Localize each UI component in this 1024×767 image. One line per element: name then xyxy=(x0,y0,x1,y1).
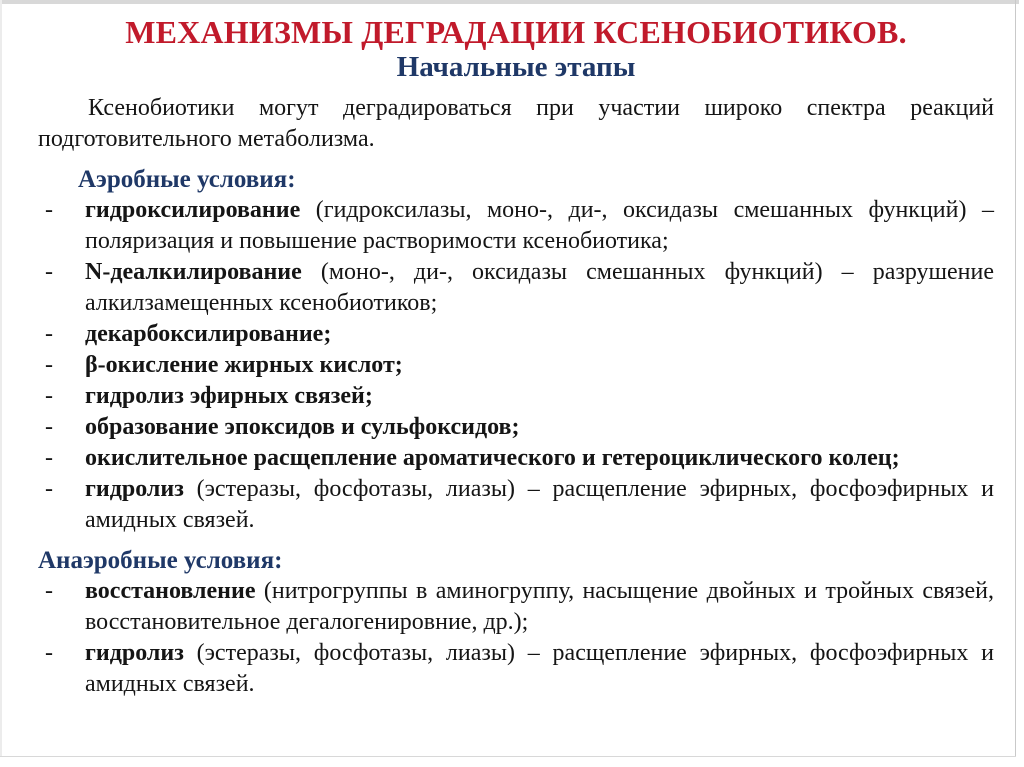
list-item-text: N-деалкилирование (моно-, ди-, оксидазы смешанных функций) – разрушение алкилзамещенных ксенобиотиков; xyxy=(85,259,994,316)
list-dash: - xyxy=(45,383,53,409)
list-item-text: гидролиз (эстеразы, фосфотазы, лиазы) – расщепление эфирных, фосфоэфирных и амидных связей. xyxy=(85,476,994,533)
list-dash: - xyxy=(45,578,53,604)
slide-frame-right-edge xyxy=(1015,0,1016,756)
list-item xyxy=(38,257,994,319)
list-dash: - xyxy=(45,197,53,223)
section-heading: Анаэробные условия: xyxy=(38,547,283,574)
list-item xyxy=(38,443,994,474)
intro-paragraph: Ксенобиотики могут деградироваться при участии широко спектра реакций подготовительного метаболизма. xyxy=(38,95,994,152)
list-dash: - xyxy=(45,321,53,347)
list-dash: - xyxy=(45,352,53,378)
slide-content xyxy=(38,14,994,700)
section-heading: Аэробные условия: xyxy=(78,166,296,193)
list-item-text: окислительное расщепление ароматического и гетероциклического колец; xyxy=(85,445,900,471)
list-item-text: образование эпоксидов и сульфоксидов; xyxy=(85,414,520,440)
slide-frame-left-edge xyxy=(0,0,2,757)
slide-body xyxy=(38,164,994,700)
list-item-text: декарбоксилирование; xyxy=(85,321,332,347)
slide-frame-top-edge xyxy=(0,0,1019,4)
list-item-text: β-окисление жирных кислот; xyxy=(85,352,403,378)
list-item xyxy=(38,638,994,700)
list-dash: - xyxy=(45,445,53,471)
slide-subtitle: Начальные этапы xyxy=(396,51,636,83)
list-item-text: восстановление (нитрогруппы в аминогруппу, насыщение двойных и тройных связей, восстановительное дегалогенировние, др.); xyxy=(85,578,994,635)
list-item-text: гидролиз (эстеразы, фосфотазы, лиазы) – расщепление эфирных, фосфоэфирных и амидных связей. xyxy=(85,640,994,697)
list-dash: - xyxy=(45,259,53,285)
list-dash: - xyxy=(45,640,53,666)
list-dash: - xyxy=(45,476,53,502)
list-item xyxy=(38,381,994,412)
list-item-text: гидролиз эфирных связей; xyxy=(85,383,373,409)
list-item xyxy=(38,319,994,350)
list-item xyxy=(38,576,994,638)
list-item-text: гидроксилирование (гидроксилазы, моно-, ди-, оксидазы смешанных функций) – поляризация и повышение растворимости ксенобиотика; xyxy=(85,197,994,254)
slide-frame-bottom-edge xyxy=(0,756,1016,757)
list-item xyxy=(38,474,994,536)
slide-title: МЕХАНИЗМЫ ДЕГРАДАЦИИ КСЕНОБИОТИКОВ. xyxy=(125,14,907,50)
list-item xyxy=(38,412,994,443)
list-item xyxy=(38,350,994,381)
list-item xyxy=(38,195,994,257)
list-dash: - xyxy=(45,414,53,440)
